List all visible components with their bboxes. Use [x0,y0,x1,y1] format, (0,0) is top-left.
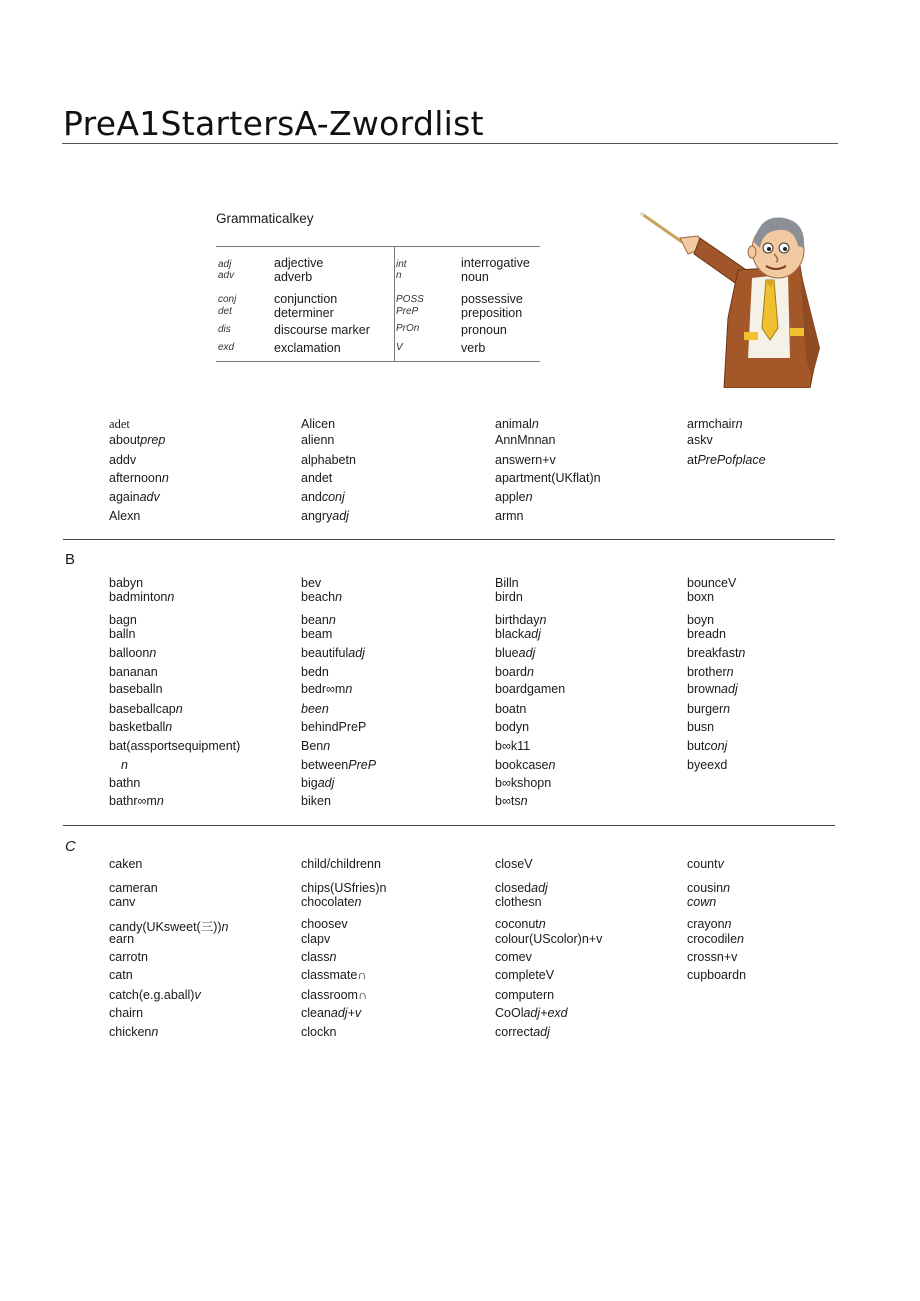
word-entry: angryadj [301,509,349,523]
word-entry: choosev [301,917,348,931]
word-entry: b∞k11 [495,739,531,753]
word-entry: brownadj [687,682,738,696]
key-full: interrogative [461,256,530,270]
key-abbr: conj [218,294,237,305]
word-entry: boardgamen [495,682,566,696]
word-entry: afternoonn [109,471,169,485]
word-entry: birthdayn [495,613,547,627]
key-full: determiner [274,306,334,320]
word-entry: badmintonn [109,590,175,604]
word-entry: breadn [687,627,726,641]
word-entry: n [121,758,128,772]
key-full: conjunction [274,292,338,306]
word-entry: cameran [109,881,158,895]
key-abbr: dis [218,324,231,335]
word-entry: catch(e.g.aball)v [109,988,201,1002]
teacher-with-pointer-icon [640,208,822,388]
word-entry: bananan [109,665,158,679]
word-entry: AnnMnnan [495,433,556,447]
word-entry: boatn [495,702,527,716]
word-entry: crayonn [687,917,732,931]
word-entry: colour(UScolor)n+v [495,932,603,946]
key-column-divider [394,246,395,362]
word-entry: b∞tsn [495,794,528,808]
word-entry: caken [109,857,143,871]
word-entry: Alicen [301,417,336,431]
word-entry: comev [495,950,532,964]
word-entry: cleanadj+v [301,1006,362,1020]
word-entry: betweenPreP [301,758,377,772]
word-entry: alienn [301,433,335,447]
word-entry: classn [301,950,337,964]
word-entry: addv [109,453,137,467]
word-entry: earn [109,932,135,946]
word-entry: completeV [495,968,555,982]
word-entry: cupboardn [687,968,747,982]
word-entry: breakfastn [687,646,746,660]
word-entry: answern+v [495,453,556,467]
page-title: PreA1StartersA-Zwordlist [63,104,484,143]
word-entry: biken [301,794,331,808]
key-abbr: adj [218,259,232,270]
word-entry: busn [687,720,715,734]
word-entry: bev [301,576,322,590]
word-entry: basketballn [109,720,173,734]
word-entry: aboutprep [109,433,166,447]
word-entry: behindPreP [301,720,367,734]
word-entry: chips(USfries)n [301,881,387,895]
word-entry: candy(UKsweet(三))n [109,920,229,934]
word-entry: b∞kshopn [495,776,552,790]
word-entry: been [301,702,329,716]
word-entry: andet [301,471,333,485]
word-entry: balloonn [109,646,157,660]
key-abbr: exd [218,342,235,353]
word-entry: boyn [687,613,715,627]
word-entry: apartment(UKflat)n [495,471,601,485]
key-full: adjective [274,256,324,270]
key-full: pronoun [461,323,507,337]
key-full: noun [461,270,489,284]
word-entry: countv [687,857,724,871]
word-entry: clothesn [495,895,542,909]
word-entry: alphabetn [301,453,356,467]
word-entry: adet [109,417,130,431]
key-abbr: PreP [396,306,419,317]
word-entry: boxn [687,590,715,604]
word-entry: clockn [301,1025,337,1039]
grammatical-key-title: Grammaticalkey [216,211,314,226]
word-entry: bedr∞mn [301,682,353,696]
key-full: adverb [274,270,313,284]
word-entry: canv [109,895,136,909]
key-top-rule [216,246,540,247]
section-letter-c: C [65,838,76,855]
key-bottom-rule [216,361,540,362]
key-abbr: int [396,259,407,270]
word-entry: blackadj [495,627,541,641]
word-entry: carrotn [109,950,148,964]
word-entry: boardn [495,665,534,679]
key-full: verb [461,341,486,355]
word-entry: crossn+v [687,950,738,964]
word-entry: byeexd [687,758,728,772]
key-full: possessive [461,292,523,306]
section-divider [63,825,835,826]
key-abbr: POSS [396,294,424,305]
word-entry: againadv [109,490,160,504]
word-entry: armn [495,509,524,523]
word-entry: Billn [495,576,519,590]
word-entry: baseballn [109,682,163,696]
key-abbr: adv [218,270,235,281]
word-entry: bathn [109,776,141,790]
word-entry: balln [109,627,136,641]
word-entry: beann [301,613,336,627]
word-entry: cown [687,895,717,909]
word-entry: coconutn [495,917,546,931]
key-abbr: V [396,342,403,353]
word-entry: atPrePofplace [687,453,766,467]
word-entry: correctadj [495,1025,550,1039]
word-entry: computern [495,988,555,1002]
word-entry: Benn [301,739,331,753]
word-entry: Alexn [109,509,141,523]
word-entry: bodyn [495,720,530,734]
word-entry: baseballcapn [109,702,183,716]
section-divider [63,539,835,540]
word-entry: armchairn [687,417,743,431]
word-entry: catn [109,968,133,982]
word-entry: cousinn [687,881,731,895]
key-full: exclamation [274,341,341,355]
word-entry: blueadj [495,646,536,660]
key-abbr: PrOn [396,323,420,334]
word-entry: bedn [301,665,329,679]
word-entry: askv [687,433,713,447]
word-entry: bookcasen [495,758,556,772]
word-entry: burgern [687,702,731,716]
word-entry: closedadj [495,881,548,895]
word-entry: butconj [687,739,728,753]
word-entry: bounceV [687,576,737,590]
word-entry: applen [495,490,533,504]
word-entry: birdn [495,590,523,604]
word-entry: clapv [301,932,331,946]
word-entry: andconj [301,490,345,504]
word-entry: child/childrenn [301,857,381,871]
word-entry: bat(assportsequipment) [109,739,241,753]
key-full: discourse marker [274,323,370,337]
word-entry: babyn [109,576,144,590]
key-abbr: det [218,306,232,317]
key-abbr: n [396,270,402,281]
word-entry: closeV [495,857,533,871]
word-entry: bigadj [301,776,335,790]
word-entry: beam [301,627,333,641]
section-letter-b: B [65,551,76,568]
title-divider [62,143,838,144]
word-entry: CoOladj+exd [495,1006,568,1020]
word-entry: beautifuladj [301,646,365,660]
word-entry: classmate∩ [301,968,367,982]
word-entry: animaln [495,417,539,431]
word-entry: crocodilen [687,932,744,946]
key-full: preposition [461,306,523,320]
word-entry: brothern [687,665,734,679]
word-entry: chickenn [109,1025,159,1039]
word-entry: bagn [109,613,137,627]
word-entry: classroom∩ [301,988,367,1002]
word-entry: chairn [109,1006,144,1020]
word-entry: chocolaten [301,895,362,909]
word-entry: beachn [301,590,343,604]
word-entry: bathr∞mn [109,794,164,808]
